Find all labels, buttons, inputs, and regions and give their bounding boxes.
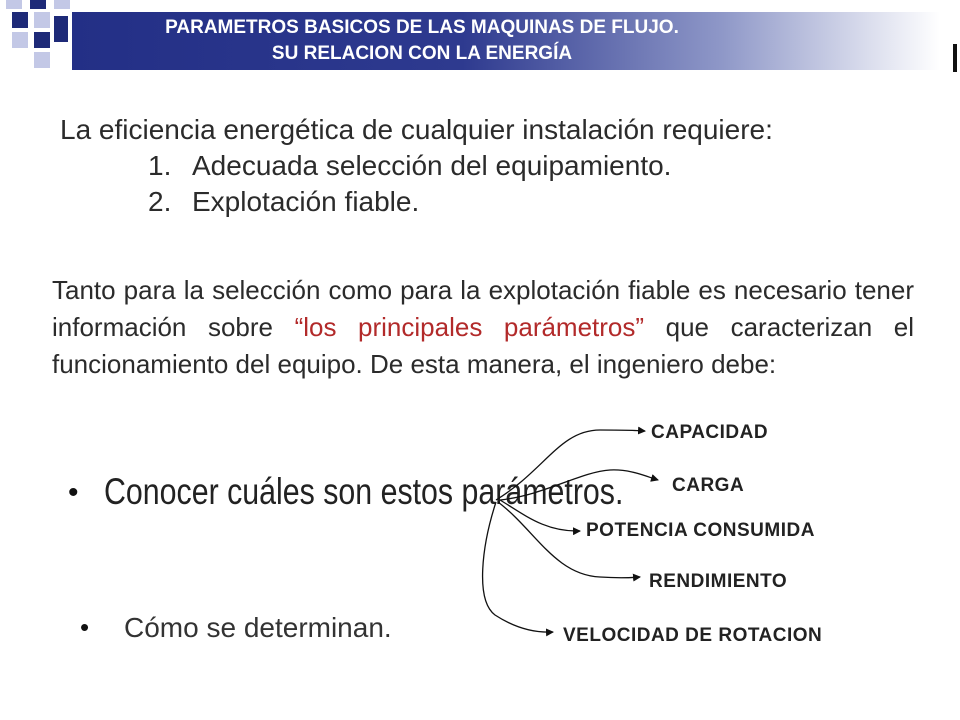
- list-text: Adecuada selección del equipamiento.: [192, 150, 672, 181]
- list-number: 1.: [148, 150, 172, 181]
- parameter-label: CAPACIDAD: [651, 422, 769, 443]
- paragraph-text: Tanto para la selección como para la explotación fiable es necesario tener información sobre: [52, 275, 914, 342]
- paragraph-text: que caracterizan el funcionamiento del equipo. De esta manera, el ingeniero debe:: [52, 312, 914, 379]
- title-line-1: PARAMETROS BASICOS DE LAS MAQUINAS DE FLUJO.: [165, 17, 679, 38]
- title-line-2: SU RELACION CON LA ENERGÍA: [271, 43, 573, 64]
- arrow-to-carga: [500, 470, 658, 500]
- bullet-text: Conocer cuáles son estos parámetros.: [104, 471, 624, 512]
- parameter-label: POTENCIA CONSUMIDA: [586, 520, 815, 541]
- intro-heading: La eficiencia energética de cualquier instalación requiere:: [60, 114, 773, 145]
- parameter-label: CARGA: [672, 475, 745, 496]
- list-text: Explotación fiable.: [192, 186, 420, 217]
- arrow-to-velocidad: [483, 502, 553, 632]
- arrow-to-potencia: [500, 500, 580, 531]
- highlighted-phrase: “los principales parámetros”: [294, 312, 645, 342]
- arrow-to-capacidad: [496, 430, 645, 500]
- parameter-label: VELOCIDAD DE ROTACION: [563, 625, 823, 646]
- bullet-text: Cómo se determinan.: [124, 612, 392, 643]
- bullet-icon: •: [80, 612, 90, 642]
- list-number: 2.: [148, 186, 172, 217]
- bullet-icon: •: [68, 476, 79, 509]
- parameter-label: RENDIMIENTO: [649, 571, 788, 592]
